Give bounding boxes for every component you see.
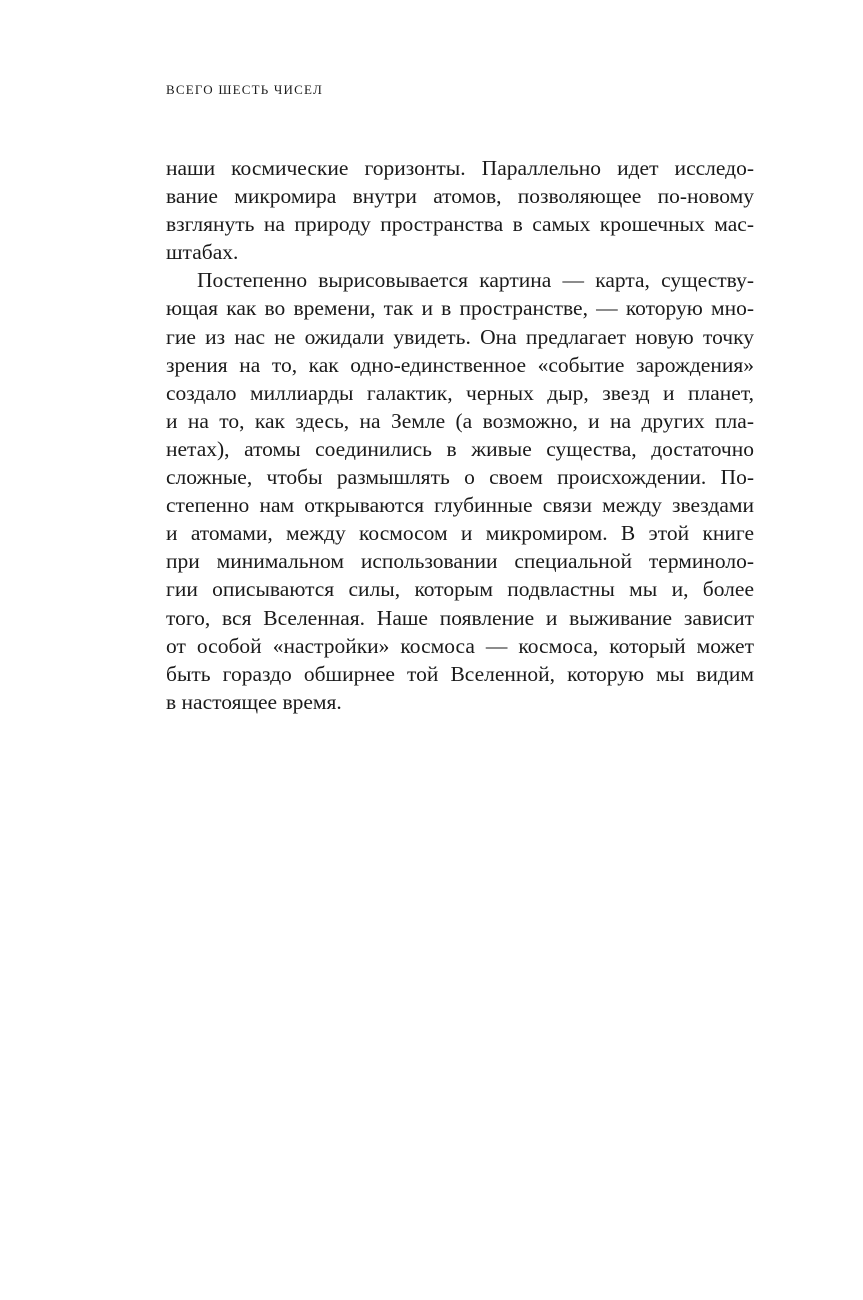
running-head: ВСЕГО ШЕСТЬ ЧИСЕЛ xyxy=(166,82,323,97)
text-line: создало миллиарды галактик, черных дыр, звезд и планет, xyxy=(166,380,754,405)
text-line: вание микромира внутри атомов, позволяющее по-новому xyxy=(166,184,754,209)
text-line: в настоящее время. xyxy=(166,689,342,714)
text-line: зрения на то, как одно-единственное «событие зарождения» xyxy=(166,352,754,377)
text-line: того, вся Вселенная. Наше появление и выживание зависит xyxy=(166,605,754,630)
text-line: и атомами, между космосом и микромиром. В этой книге xyxy=(166,521,754,546)
text-line: взглянуть на природу пространства в самых крошечных мас- xyxy=(166,212,754,237)
text-line: ющая как во времени, так и в пространстве, — которую мно- xyxy=(166,296,754,321)
text-line: и на то, как здесь, на Земле (а возможно, и на других пла- xyxy=(166,408,754,433)
text-line: гии описываются силы, которым подвластны мы и, более xyxy=(166,577,754,602)
paragraph-2 xyxy=(166,266,754,716)
text-line: сложные, чтобы размышлять о своем происхождении. По- xyxy=(166,465,754,490)
text-line: степенно нам открываются глубинные связи между звездами xyxy=(166,493,754,518)
text-line: Постепенно вырисовывается картина — карта, существу- xyxy=(197,268,754,293)
body-text xyxy=(166,154,754,716)
text-line: гие из нас не ожидали увидеть. Она предлагает новую точку xyxy=(166,324,754,349)
text-line: штабах. xyxy=(166,240,239,265)
text-line: нетах), атомы соединились в живые существа, достаточно xyxy=(166,436,754,461)
paragraph-1 xyxy=(166,154,754,266)
text-line: при минимальном использовании специальной терминоло- xyxy=(166,549,754,574)
text-line: быть гораздо обширнее той Вселенной, которую мы видим xyxy=(166,661,754,686)
text-line: от особой «настройки» космоса — космоса, который может xyxy=(166,633,754,658)
text-line: наши космические горизонты. Параллельно идет исследо- xyxy=(166,156,754,180)
